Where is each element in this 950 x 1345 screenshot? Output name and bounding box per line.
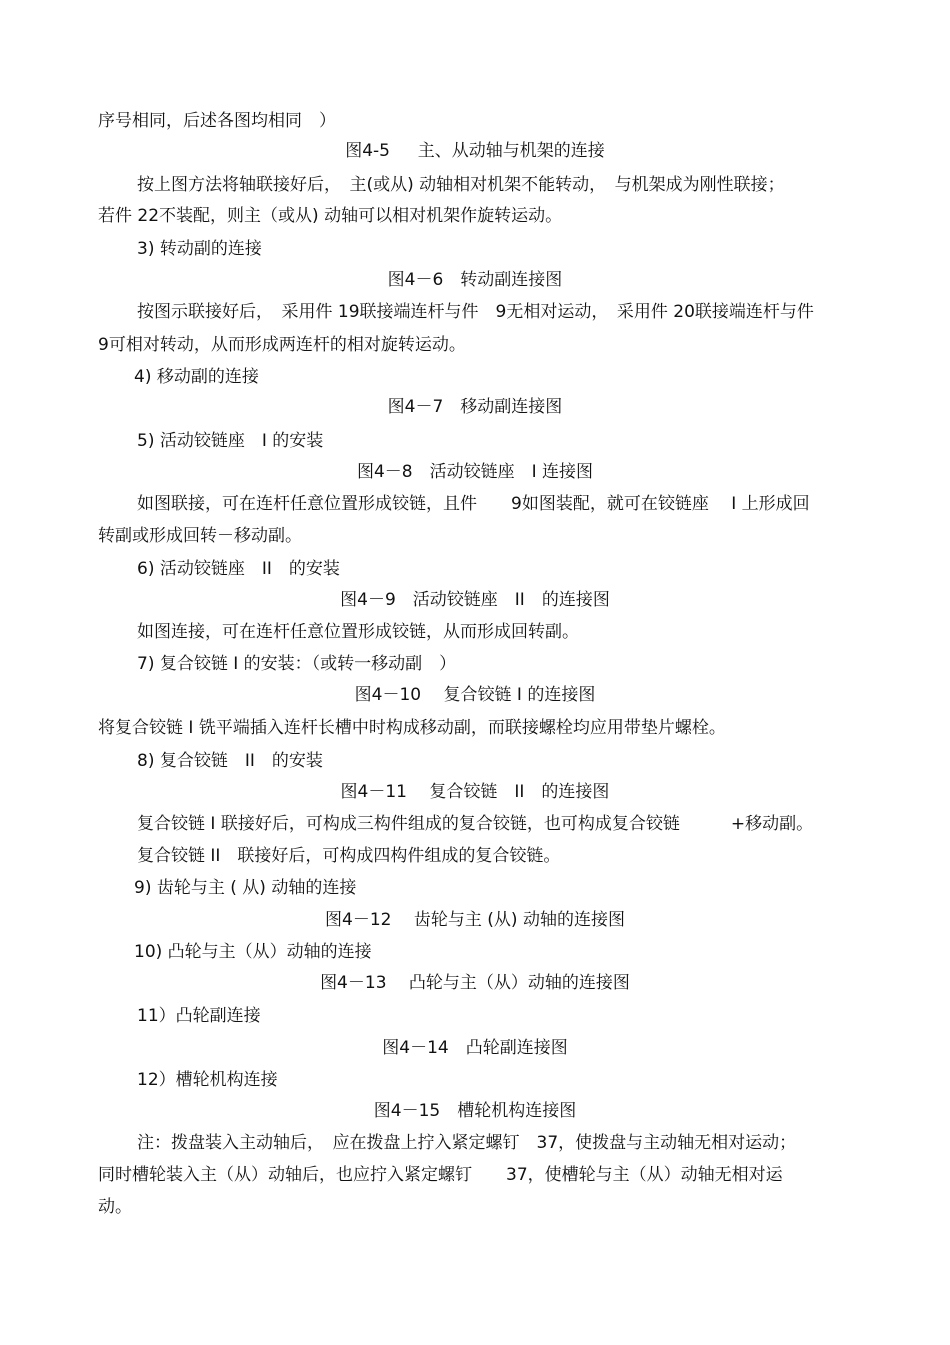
paragraph-line: 注：拨盘装入主动轴后， 应在拨盘上拧入紧定螺钉 37，使拨盘与主动轴无相对运动；: [137, 1133, 797, 1153]
figure-caption: 图4－6 转动副连接图: [387, 270, 563, 290]
figure-caption: 图4－9 活动铰链座 II 的连接图: [340, 590, 610, 610]
paragraph-line: 动。: [98, 1197, 132, 1217]
paragraph-line: 如图联接，可在连杆任意位置形成铰链，且件 9如图装配，就可在铰链座 I 上形成回: [137, 494, 810, 514]
paragraph-line: 转副或形成回转－移动副。: [98, 526, 302, 546]
paragraph-line: 同时槽轮装入主（从）动轴后，也应拧入紧定螺钉 37，使槽轮与主（从）动轴无相对运: [98, 1165, 783, 1185]
paragraph-line: 如图连接，可在连杆任意位置形成铰链，从而形成回转副。: [137, 622, 579, 642]
section-heading: 7) 复合铰链 I 的安装：（或转一移动副 ）: [137, 654, 457, 674]
section-heading: 5) 活动铰链座 I 的安装: [137, 431, 324, 451]
figure-caption: 图4－10 复合铰链 I 的连接图: [354, 685, 596, 705]
section-heading: 8) 复合铰链 II 的安装: [137, 751, 323, 771]
paragraph-line: 复合铰链 II 联接好后，可构成四构件组成的复合铰链。: [137, 846, 561, 866]
figure-caption: 图4－8 活动铰链座 I 连接图: [356, 462, 594, 482]
figure-caption: 图4-5 主、从动轴与机架的连接: [345, 141, 605, 161]
paragraph-line: 若件 22不装配，则主（或从) 动轴可以相对机架作旋转运动。: [98, 206, 563, 226]
section-heading: 3) 转动副的连接: [137, 239, 262, 259]
section-heading: 11）凸轮副连接: [137, 1006, 261, 1026]
figure-caption: 图4－13 凸轮与主（从）动轴的连接图: [320, 973, 630, 993]
figure-caption: 图4－14 凸轮副连接图: [382, 1038, 568, 1058]
section-heading: 6) 活动铰链座 II 的安装: [137, 559, 340, 579]
section-heading: 9) 齿轮与主 ( 从) 动轴的连接: [134, 878, 357, 898]
figure-caption: 图4－15 槽轮机构连接图: [373, 1101, 577, 1121]
paragraph-line: 9可相对转动，从而形成两连杆的相对旋转运动。: [98, 335, 466, 355]
figure-caption: 图4－12 齿轮与主 (从) 动轴的连接图: [325, 910, 625, 930]
paragraph-line: 按上图方法将轴联接好后， 主(或从) 动轴相对机架不能转动， 与机架成为刚性联接；: [137, 175, 785, 195]
figure-caption: 图4－7 移动副连接图: [387, 397, 563, 417]
text-line: 序号相同，后述各图均相同 ）: [98, 111, 336, 131]
paragraph-line: 将复合铰链 I 铣平端插入连杆长槽中时构成移动副，而联接螺栓均应用带垫片螺栓。: [98, 718, 726, 738]
paragraph-line: 按图示联接好后， 采用件 19联接端连杆与件 9无相对运动， 采用件 20联接端连杆与件: [137, 302, 814, 322]
section-heading: 12）槽轮机构连接: [137, 1070, 278, 1090]
paragraph-line: 复合铰链 I 联接好后，可构成三构件组成的复合铰链，也可构成复合铰链 +移动副。: [137, 814, 814, 834]
section-heading: 10) 凸轮与主（从）动轴的连接: [134, 942, 372, 962]
figure-caption: 图4－11 复合铰链 II 的连接图: [340, 782, 610, 802]
section-heading: 4) 移动副的连接: [134, 367, 259, 387]
